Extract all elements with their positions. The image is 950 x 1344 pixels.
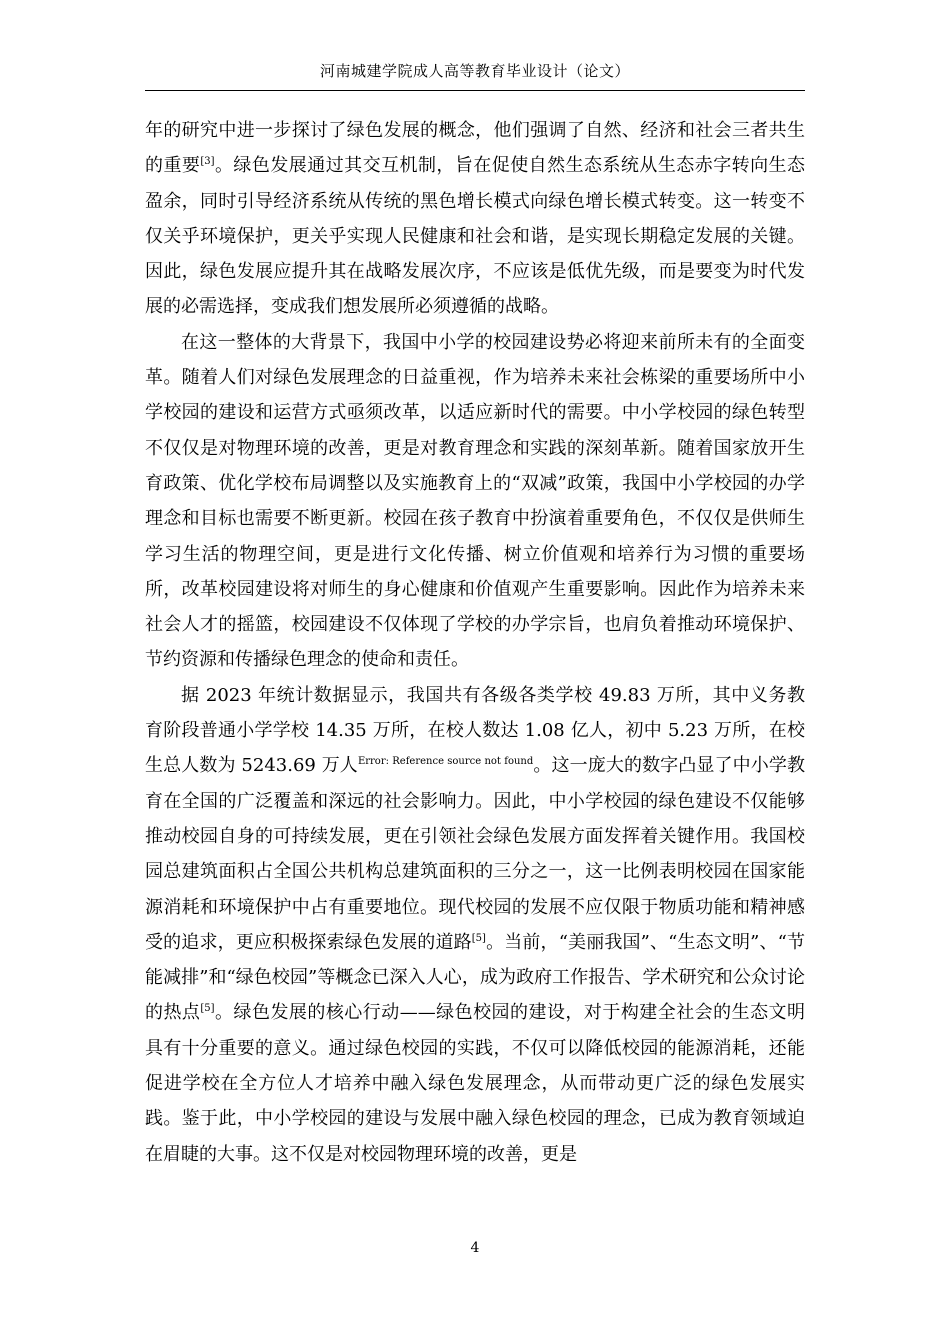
paragraph-3 xyxy=(145,678,805,1172)
paragraph-1-text-b: 。绿色发展通过其交互机制，旨在促使自然生态系统从生态赤字转向生态盈余，同时引导经济系统从传统的黑色增长模式向绿色增长模式转变。这一转变不仅关乎环境保护，更关乎实现人民健康和社会和谐，是实现长期稳定发展的关键。因此，绿色发展应提升其在战略发展次序，不应该是低优先级，而是要变为时代发展的必需选择，变成我们想发展所必须遵循的战略。 xyxy=(145,155,805,318)
header-rule xyxy=(145,90,805,91)
body-text xyxy=(145,113,805,1172)
paragraph-3-text-c: 。当前，“美丽我国”、“生态文明”、“节能减排”和“绿色校园”等概念已深入人心，成为政府工作报告、学术研究和公众讨论的热点 xyxy=(145,931,806,1024)
paragraph-3-text-b: 。这一庞大的数字凸显了中小学教育在全国的广泛覆盖和深远的社会影响力。因此，中小学校园的绿色建设不仅能够推动校园自身的可持续发展，更在引领社会绿色发展方面发挥着关键作用。我国校园总建筑面积占全国公共机构总建筑面积的三分之一，这一比例表明校园在国家能源消耗和环境保护中占有重要地位。现代校园的发展不应仅限于物质功能和精神感受的追求，更应积极探索绿色发展的道路 xyxy=(145,755,805,953)
running-header: 河南城建学院成人高等教育毕业设计（论文） xyxy=(319,62,630,80)
citation-3: [3] xyxy=(200,156,215,168)
citation-5b: [5] xyxy=(200,1003,215,1015)
paragraph-1 xyxy=(145,113,805,325)
paragraph-2: 在这一整体的大背景下，我国中小学的校园建设势必将迎来前所未有的全面变革。随着人们对绿色发展理念的日益重视，作为培养未来社会栋梁的重要场所中小学校园的建设和运营方式亟须改革，以适应新时代的需要。中小学校园的绿色转型不仅仅是对物理环境的改善，更是对教育理念和实践的深刻革新。随着国家放开生育政策、优化学校布局调整以及实施教育上的“双减”政策，我国中小学校园的办学理念和目标也需要不断更新。校园在孩子教育中扮演着重要角色，不仅仅是供师生学习生活的物理空间，更是进行文化传播、树立价值观和培养行为习惯的重要场所，改革校园建设将对师生的身心健康和价值观产生重要影响。因此作为培养未来社会人才的摇篮，校园建设不仅体现了学校的办学宗旨，也肩负着推动环境保护、节约资源和传播绿色理念的使命和责任。 xyxy=(145,331,805,671)
page-number: 4 xyxy=(470,1240,480,1256)
paragraph-1-text-a: 年的研究中进一步探讨了绿色发展的概念，他们强调了自然、经济和社会三者共生的重要 xyxy=(145,120,805,177)
paragraph-3-text-d: 。绿色发展的核心行动——绿色校园的建设，对于构建全社会的生态文明具有十分重要的意义。通过绿色校园的实践，不仅可以降低校园的能源消耗，还能促进学校在全方位人才培养中融入绿色发展理念，从而带动更广泛的绿色发展实践。鉴于此，中小学校园的建设与发展中融入绿色校园的理念，已成为教育领域迫在眉睫的大事。这不仅是对校园物理环境的改善，更是 xyxy=(145,1002,806,1165)
paragraph-3-text-a: 据 2023 年统计数据显示，我国共有各级各类学校 49.83 万所，其中义务教育阶段普通小学学校 14.35 万所，在校人数达 1.08 亿人，初中 5.23 万所，在校生总人数为 5243.69 万人 xyxy=(145,684,805,777)
citation-error: Error: Reference source not found xyxy=(357,756,534,768)
citation-5a: [5] xyxy=(471,932,486,944)
